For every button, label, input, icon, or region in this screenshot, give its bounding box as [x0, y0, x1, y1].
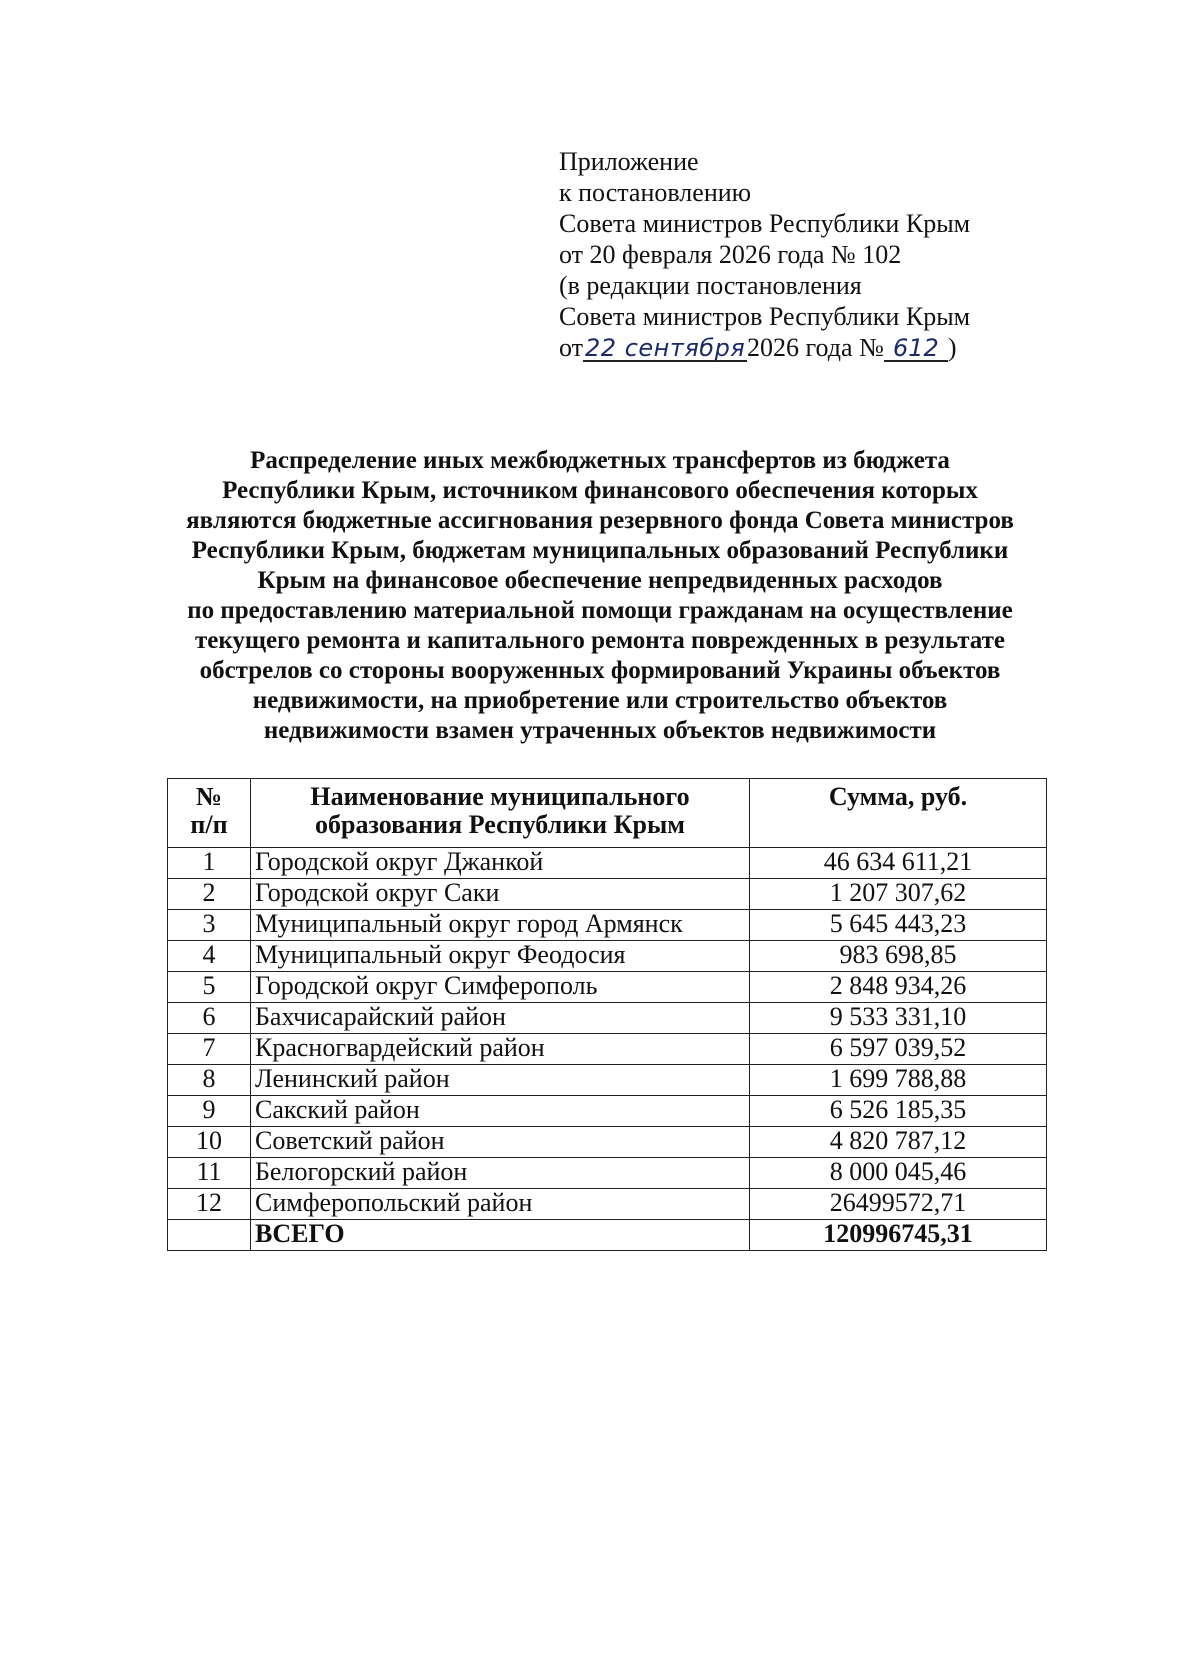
table-body	[168, 848, 1047, 1251]
table-row	[168, 1034, 1047, 1065]
table-row	[168, 1003, 1047, 1034]
row-sum: 1 207 307,62	[750, 879, 1047, 910]
appendix-suffix: )	[947, 333, 957, 362]
row-name: Городской округ Симферополь	[251, 972, 750, 1003]
title-line: Республики Крым, источником финансового обеспечения которых	[222, 477, 978, 504]
header-number	[168, 779, 251, 848]
title-line: Распределение иных межбюджетных трансфертов из бюджета	[250, 447, 950, 474]
row-sum: 26499572,71	[750, 1189, 1047, 1220]
table-row	[168, 1096, 1047, 1127]
title-line: Крым на финансовое обеспечение непредвиденных расходов	[257, 567, 943, 594]
row-sum: 6 526 185,35	[750, 1096, 1047, 1127]
table-header-row	[168, 779, 1047, 848]
table-row	[168, 1189, 1047, 1220]
header-name-line1: Наименование муниципального	[310, 782, 690, 811]
handwritten-date: 22 сентября	[585, 334, 746, 362]
table-row	[168, 879, 1047, 910]
total-number-empty	[168, 1220, 251, 1251]
row-sum: 983 698,85	[750, 941, 1047, 972]
row-number: 12	[168, 1189, 251, 1220]
table-row	[168, 1127, 1047, 1158]
row-number: 6	[168, 1003, 251, 1034]
title-line: текущего ремонта и капитального ремонта поврежденных в результате	[194, 627, 1006, 654]
table-row	[168, 910, 1047, 941]
row-number: 10	[168, 1127, 251, 1158]
row-number: 7	[168, 1034, 251, 1065]
header-name	[251, 779, 750, 848]
title-line: являются бюджетные ассигнования резервного фонда Совета министров	[186, 507, 1014, 534]
appendix-line: Совета министров Республики Крым	[559, 209, 971, 238]
row-sum: 5 645 443,23	[750, 910, 1047, 941]
appendix-line: Приложение	[559, 147, 699, 176]
row-sum: 4 820 787,12	[750, 1127, 1047, 1158]
title-line: обстрелов со стороны вооруженных формирований Украины объектов	[199, 657, 1001, 684]
table-row	[168, 1158, 1047, 1189]
row-number: 9	[168, 1096, 251, 1127]
total-label: ВСЕГО	[251, 1220, 750, 1251]
appendix-middle: 2026 года №	[747, 333, 884, 362]
row-number: 2	[168, 879, 251, 910]
row-name: Муниципальный округ город Армянск	[251, 910, 750, 941]
row-name: Ленинский район	[251, 1065, 750, 1096]
row-name: Городской округ Саки	[251, 879, 750, 910]
appendix-block	[559, 146, 970, 363]
table-header	[168, 779, 1047, 848]
appendix-line: Совета министров Республики Крым	[559, 302, 971, 331]
row-name: Советский район	[251, 1127, 750, 1158]
row-number: 11	[168, 1158, 251, 1189]
header-number-line1: №	[195, 782, 223, 811]
row-name: Муниципальный округ Феодосия	[251, 941, 750, 972]
table-row	[168, 972, 1047, 1003]
row-number: 4	[168, 941, 251, 972]
row-sum: 2 848 934,26	[750, 972, 1047, 1003]
header-sum: Сумма, руб.	[750, 779, 1047, 848]
appendix-prefix: от	[559, 333, 584, 362]
title-line: недвижимости взамен утраченных объектов недвижимости	[263, 717, 937, 744]
header-name-line2: образования Республики Крым	[315, 810, 685, 839]
row-name: Белогорский район	[251, 1158, 750, 1189]
title-line: Республики Крым, бюджетам муниципальных образований Республики	[191, 537, 1009, 564]
handwritten-number: 612	[884, 336, 948, 362]
row-sum: 1 699 788,88	[750, 1065, 1047, 1096]
row-number: 3	[168, 910, 251, 941]
row-number: 8	[168, 1065, 251, 1096]
table-row	[168, 848, 1047, 879]
row-sum: 9 533 331,10	[750, 1003, 1047, 1034]
row-sum: 8 000 045,46	[750, 1158, 1047, 1189]
appendix-line: к постановлению	[559, 178, 752, 207]
row-sum: 46 634 611,21	[750, 848, 1047, 879]
total-sum: 120996745,31	[750, 1220, 1047, 1251]
title-line: по предоставлению материальной помощи гражданам на осуществление	[187, 597, 1013, 624]
table-row	[168, 941, 1047, 972]
title-line: недвижимости, на приобретение или строительство объектов	[252, 687, 948, 714]
row-name: Сакский район	[251, 1096, 750, 1127]
document-title	[150, 446, 1050, 746]
table-row	[168, 1065, 1047, 1096]
header-number-line2: п/п	[190, 810, 228, 839]
appendix-line: от 20 февраля 2026 года № 102	[559, 240, 902, 269]
row-number: 5	[168, 972, 251, 1003]
appendix-line: (в редакции постановления	[559, 271, 862, 300]
row-name: Симферопольский район	[251, 1189, 750, 1220]
row-number: 1	[168, 848, 251, 879]
row-name: Бахчисарайский район	[251, 1003, 750, 1034]
row-name: Городской округ Джанкой	[251, 848, 750, 879]
appendix-line-signature-date	[559, 332, 970, 363]
table-total-row	[168, 1220, 1047, 1251]
row-sum: 6 597 039,52	[750, 1034, 1047, 1065]
row-name: Красногвардейский район	[251, 1034, 750, 1065]
allocation-table	[167, 778, 1047, 1251]
